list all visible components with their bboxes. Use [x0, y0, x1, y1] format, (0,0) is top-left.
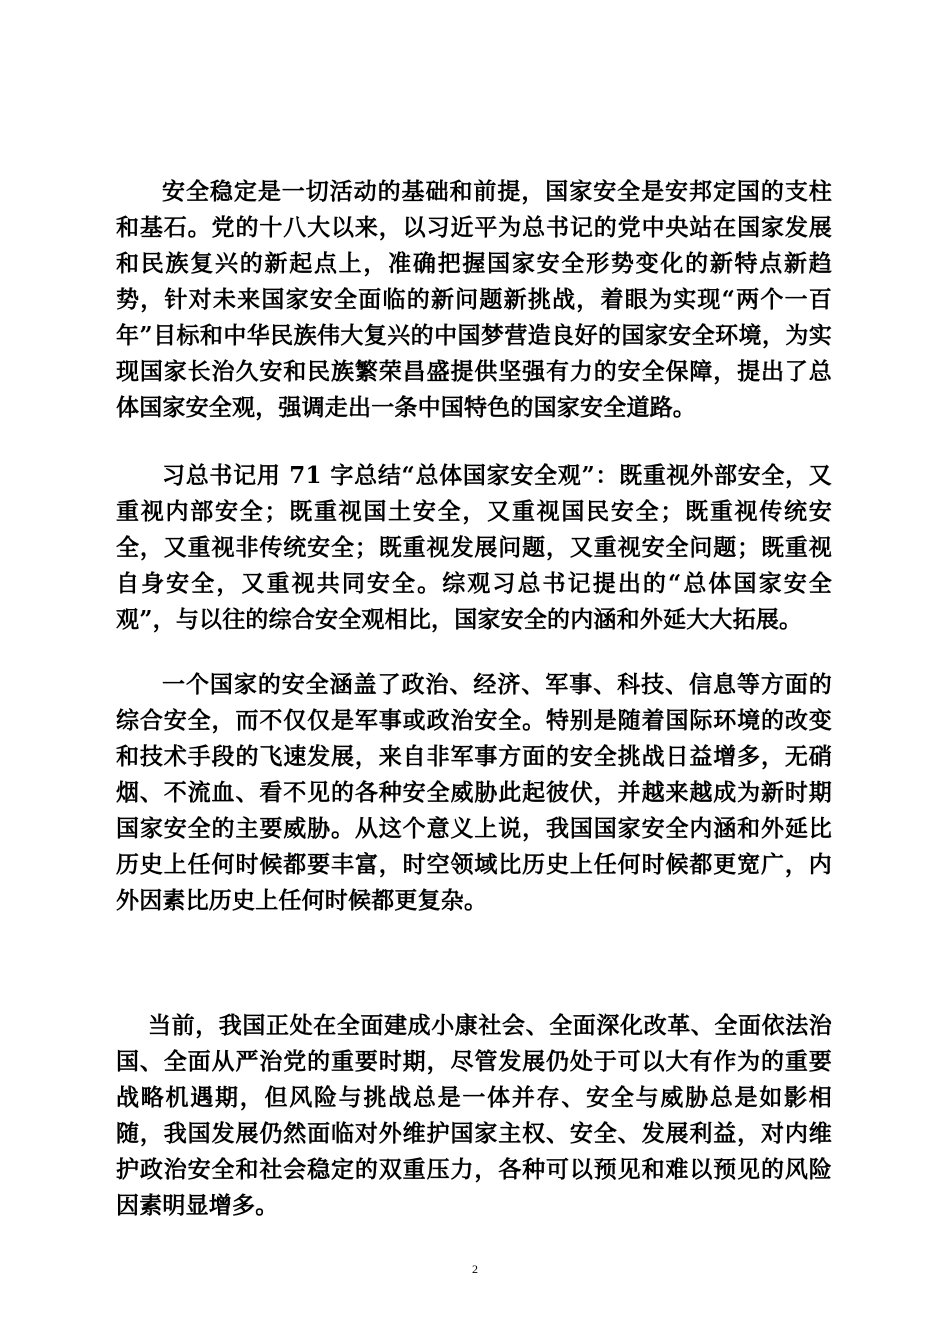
paragraph-3: 一个国家的安全涵盖了政治、经济、军事、科技、信息等方面的综合安全，而不仅仅是军事或政治安全。特别是随着国际环境的改变和技术手段的飞速发展，来自非军事方面的安全挑战日益增多，无硝烟、不流血、看不见的各种安全威胁此起彼伏，并越来越成为新时期国家安全的主要威胁。从这个意义上说，我国国家安全内涵和外延比历史上任何时候都要丰富，时空领域比历史上任何时候都更宽广，内外因素比历史上任何时候都更复杂。: [116, 671, 832, 914]
paragraph-4: 当前，我国正处在全面建成小康社会、全面深化改革、全面依法治国、全面从严治党的重要时期，尽管发展仍处于可以大有作为的重要战略机遇期，但风险与挑战总是一体并存、安全与威胁总是如影相随，我国发展仍然面临对外维护国家主权、安全、发展利益，对内维护政治安全和社会稳定的双重压力，各种可以预见和难以预见的风险因素明显增多。: [116, 1012, 832, 1219]
paragraph-1: 安全稳定是一切活动的基础和前提，国家安全是安邦定国的支柱和基石。党的十八大以来，以习近平为总书记的党中央站在国家发展和民族复兴的新起点上，准确把握国家安全形势变化的新特点新趋势，针对未来国家安全面临的新问题新挑战，着眼为实现“两个一百年”目标和中华民族伟大复兴的中国梦营造良好的国家安全环境，为实现国家长治久安和民族繁荣昌盛提供坚强有力的安全保障，提出了总体国家安全观，强调走出一条中国特色的国家安全道路。: [116, 178, 832, 421]
paragraph-2: 习总书记用 71 字总结“总体国家安全观”：既重视外部安全，又重视内部安全；既重视国土安全，又重视国民安全；既重视传统安全，又重视非传统安全；既重视发展问题，又重视安全问题；既重视自身安全，又重视共同安全。综观习总书记提出的“总体国家安全观”，与以往的综合安全观相比，国家安全的内涵和外延大大拓展。: [116, 462, 832, 633]
page-number: 2: [472, 1262, 478, 1276]
